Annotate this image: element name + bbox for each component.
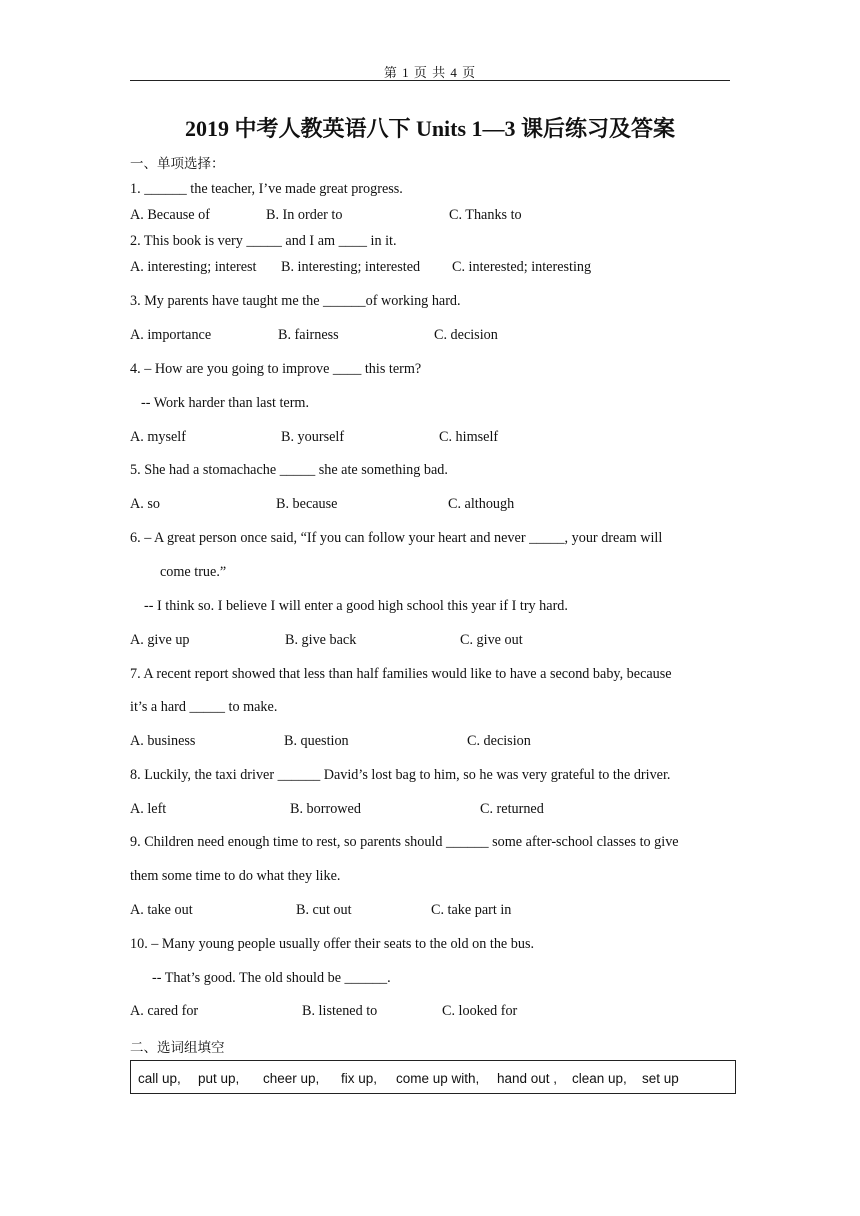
question-9-option-b: B. cut out [296,902,352,918]
question-4-stem: 4. – How are you going to improve ____ this term? [130,361,422,377]
question-3-option-b: B. fairness [278,327,339,343]
question-7-option-a: A. business [130,733,196,749]
question-8-option-a: A. left [130,801,167,817]
word-bank-box [130,1060,736,1094]
question-6-stem-continued: come true.” [160,564,227,580]
question-10-option-a: A. cared for [130,1003,199,1019]
question-10-option-c: C. looked for [442,1003,518,1019]
question-9-stem: 9. Children need enough time to rest, so parents should ______ some after-school classes to give [130,834,679,850]
question-4-option-c: C. himself [439,429,499,445]
question-6-reply: -- I think so. I believe I will enter a good high school this year if I try hard. [144,598,568,614]
word-bank-item: hand out , [497,1071,558,1086]
question-7-stem: 7. A recent report showed that less than half families would like to have a second baby, because [130,666,672,682]
question-2-stem: 2. This book is very _____ and I am ____ in it. [130,233,397,249]
question-6-option-b: B. give back [285,632,357,648]
question-5-option-a: A. so [130,496,160,512]
question-1-option-c: C. Thanks to [449,207,522,223]
question-5-option-b: B. because [276,496,338,512]
question-2-option-a: A. interesting; interest [130,259,257,275]
question-10-reply: -- That’s good. The old should be ______. [152,970,391,986]
question-6-stem: 6. – A great person once said, “If you can follow your heart and never _____, your dream will [130,530,663,546]
word-bank-item: call up, [138,1071,181,1086]
question-8-option-b: B. borrowed [290,801,361,817]
section-heading-phrase-fill: 二、选词组填空 [130,1040,225,1056]
question-5-option-c: C. although [448,496,515,512]
question-9-option-a: A. take out [130,902,193,918]
word-bank-item: fix up, [341,1071,378,1086]
question-9-option-c: C. take part in [431,902,512,918]
header-rule [130,80,730,81]
word-bank-item: cheer up, [263,1071,320,1086]
word-bank-item: set up [642,1071,679,1086]
question-8-option-c: C. returned [480,801,544,817]
question-8-stem: 8. Luckily, the taxi driver ______ David’s lost bag to him, so he was very grateful to the driver. [130,767,671,783]
page-indicator: 第 1 页 共 4 页 [383,65,477,80]
question-2-option-c: C. interested; interesting [452,259,592,275]
question-4-option-b: B. yourself [281,429,345,445]
question-6-option-c: C. give out [460,632,523,648]
question-3-stem: 3. My parents have taught me the ______of working hard. [130,293,461,309]
section-heading-multiple-choice: 一、单项选择： [130,156,225,172]
question-5-stem: 5. She had a stomachache _____ she ate something bad. [130,462,448,478]
question-7-stem-continued: it’s a hard _____ to make. [130,699,278,715]
question-1-stem: 1. ______ the teacher, I’ve made great progress. [130,181,403,197]
question-4-option-a: A. myself [130,429,186,445]
document-title: 2019 中考人教英语八下 Units 1—3 课后练习及答案 [184,116,676,141]
question-10-option-b: B. listened to [302,1003,378,1019]
question-10-stem: 10. – Many young people usually offer their seats to the old on the bus. [130,936,535,952]
question-3-option-c: C. decision [434,327,498,343]
question-1-option-b: B. In order to [266,207,343,223]
word-bank-item: put up, [198,1071,240,1086]
question-3-option-a: A. importance [130,327,212,343]
word-bank-item: clean up, [572,1071,627,1086]
question-2-option-b: B. interesting; interested [281,259,421,275]
question-4-reply: -- Work harder than last term. [141,395,309,411]
question-9-stem-continued: them some time to do what they like. [130,868,341,884]
question-1-option-a: A. Because of [130,207,210,223]
question-6-option-a: A. give up [130,632,190,648]
word-bank-item: come up with, [396,1071,480,1086]
question-7-option-b: B. question [284,733,349,749]
question-7-option-c: C. decision [467,733,531,749]
